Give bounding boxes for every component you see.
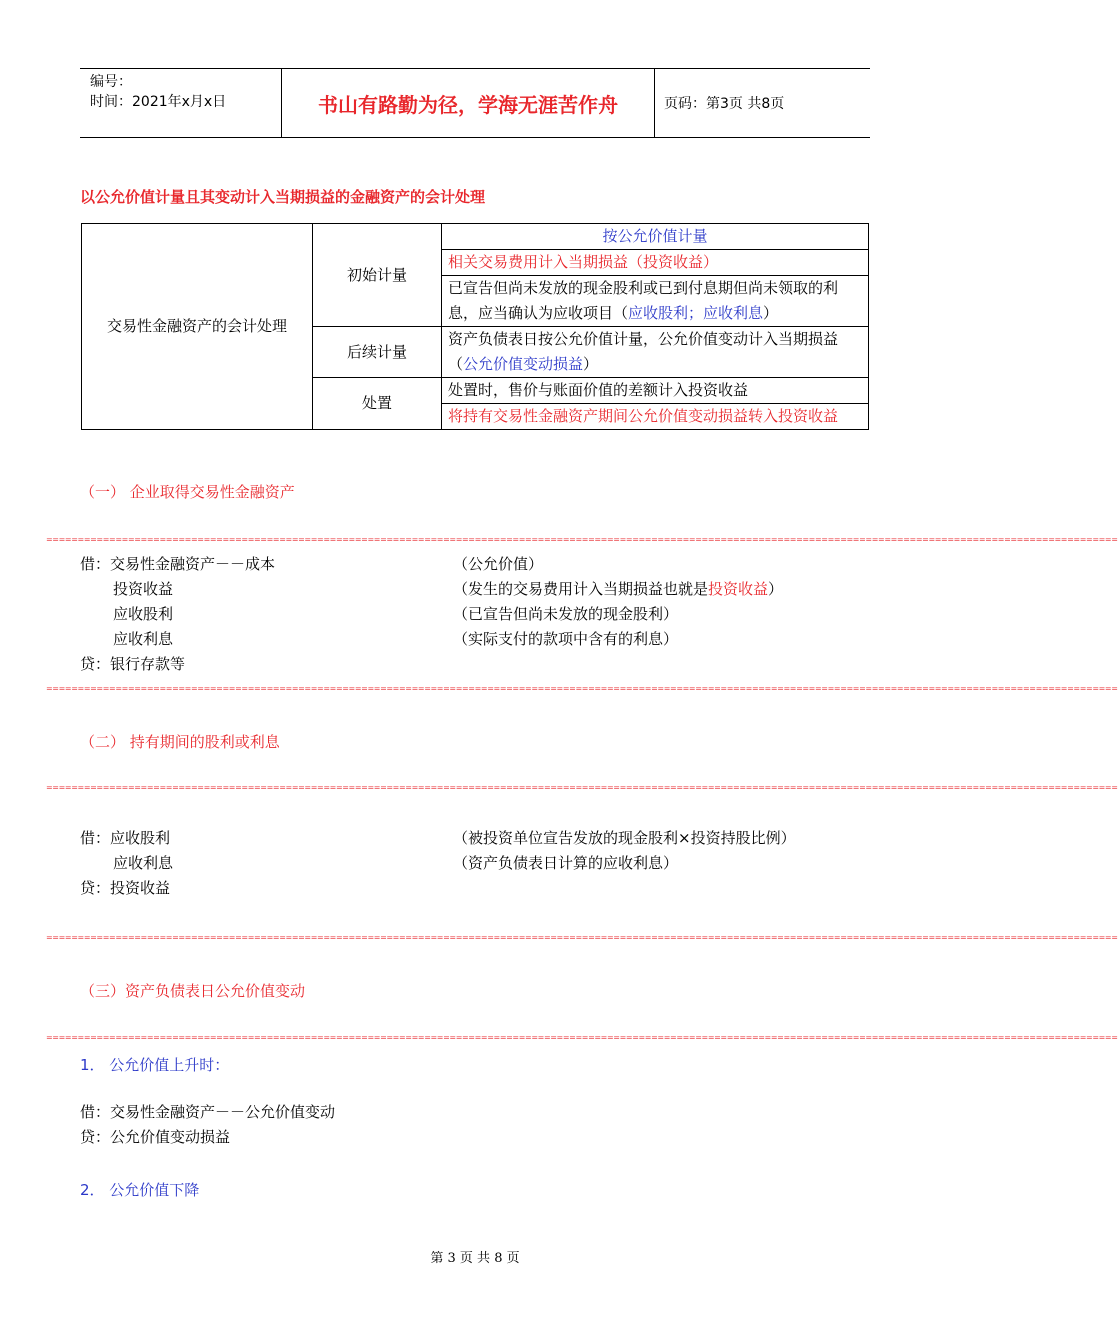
entry-note-text: （发生的交易费用计入当期损益也就是	[453, 580, 709, 598]
item-2: 2． 公允价值下降	[80, 1181, 200, 1199]
entry-left: 应收股利	[113, 605, 174, 623]
entry-note-highlight: 投资收益	[708, 580, 769, 598]
item-1: 1． 公允价值上升时：	[80, 1056, 230, 1074]
subsequent-line	[442, 327, 869, 378]
entry-note: （已宣告但尚未发放的现金股利）	[453, 605, 679, 623]
entry-left: 应收利息	[113, 854, 174, 872]
initial-line-3-accounts: 应收股利；应收利息	[628, 304, 764, 322]
part2-title: （二） 持有期间的股利或利息	[80, 733, 280, 751]
disposal-line-1: 处置时，售价与账面价值的差额计入投资收益	[442, 378, 869, 404]
entry-left: 投资收益	[113, 580, 174, 598]
entry-note	[453, 577, 783, 602]
disposal-line-2: 将持有交易性金融资产期间公允价值变动损益转入投资收益	[442, 404, 869, 430]
stage-initial: 初始计量	[313, 224, 442, 327]
entry-left: 借：交易性金融资产－－公允价值变动	[80, 1103, 336, 1121]
page-footer: 第 3 页 共 8 页	[430, 1251, 520, 1266]
entry-left: 贷：公允价值变动损益	[80, 1128, 231, 1146]
entry-left: 借：交易性金融资产－－成本	[80, 555, 276, 573]
entry-left: 贷：银行存款等	[80, 655, 186, 673]
subsequent-account: 公允价值变动损益	[463, 355, 584, 373]
table-row-header: 交易性金融资产的会计处理	[82, 224, 313, 430]
accounting-table	[81, 223, 869, 430]
entry-left: 贷：投资收益	[80, 879, 171, 897]
entry-note-close: ）	[768, 580, 784, 598]
entry-note: （公允价值）	[453, 555, 544, 573]
page-header	[80, 68, 870, 138]
separator: ==========================================================================================================================================================================	[46, 535, 1118, 544]
part3-title: （三）资产负债表日公允价值变动	[80, 982, 306, 1000]
entry-left: 应收利息	[113, 630, 174, 648]
separator: ==========================================================================================================================================================================	[46, 1033, 1118, 1042]
subsequent-close: ）	[583, 355, 599, 373]
section-title: 以公允价值计量且其变动计入当期损益的金融资产的会计处理	[80, 188, 486, 206]
initial-line-3-text: 已宣告但尚未发放的现金股利或已到付息期但尚未领取的利息，应当确认为应收项目（	[448, 279, 839, 322]
entry-note: （实际支付的款项中含有的利息）	[453, 630, 679, 648]
initial-line-3-close: ）	[763, 304, 779, 322]
separator: ==========================================================================================================================================================================	[46, 933, 1118, 942]
entry-note: （被投资单位宣告发放的现金股利×投资持股比例）	[453, 829, 796, 847]
header-motto: 书山有路勤为径，学海无涯苦作舟	[318, 93, 618, 117]
initial-line-2: 相关交易费用计入当期损益（投资收益）	[442, 250, 869, 276]
stage-disposal: 处置	[313, 378, 442, 430]
subsequent-text: 资产负债表日按公允价值计量，公允价值变动计入当期损益（	[448, 330, 839, 373]
separator: ==========================================================================================================================================================================	[46, 684, 1118, 693]
code-label: 编号：	[90, 74, 132, 90]
header-page-info: 页码：第3页 共8页	[664, 96, 785, 112]
separator: ==========================================================================================================================================================================	[46, 783, 1118, 792]
entry-left: 借：应收股利	[80, 829, 171, 847]
header-divider	[654, 69, 655, 137]
header-meta	[90, 72, 226, 112]
entry-note: （资产负债表日计算的应收利息）	[453, 854, 679, 872]
part1-title: （一） 企业取得交易性金融资产	[80, 483, 295, 501]
initial-line-1: 按公允价值计量	[442, 224, 869, 250]
initial-line-3	[442, 276, 869, 327]
time-label: 时间：2021年x月x日	[90, 94, 227, 110]
stage-subsequent: 后续计量	[313, 327, 442, 378]
